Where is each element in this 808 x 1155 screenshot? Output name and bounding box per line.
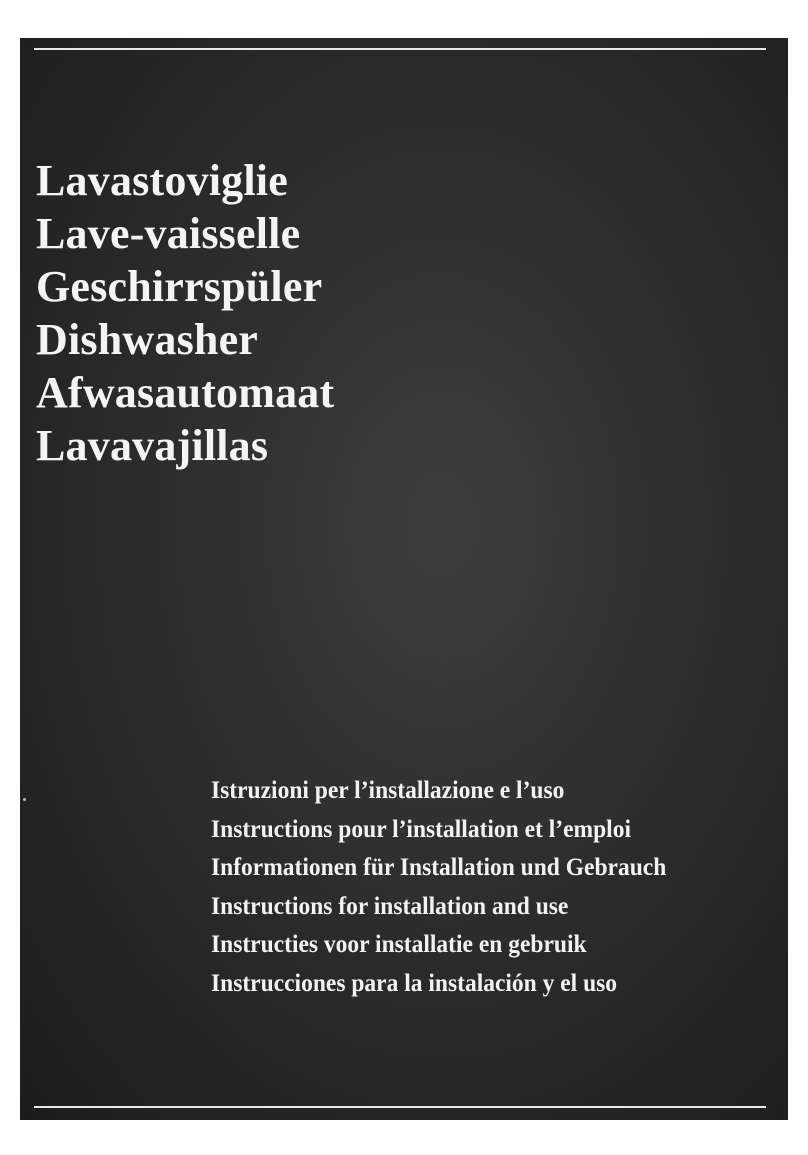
instructions-dutch: Instructies voor installatie en gebruik (211, 931, 587, 958)
instructions-italian: Istruzioni per l’installazione e l’uso (211, 777, 565, 804)
top-rule (34, 48, 766, 50)
title-french: Lave-vaisselle (36, 209, 301, 258)
title-dutch: Afwasautomaat (36, 368, 335, 417)
instructions-list (211, 772, 695, 1003)
title-spanish: Lavavajillas (36, 421, 269, 470)
title-italian: Lavastoviglie (36, 156, 288, 205)
bottom-rule (34, 1106, 766, 1108)
instructions-french: Instructions pour l’installation et l’emploi (211, 815, 631, 843)
instructions-english: Instructions for installation and use (211, 892, 569, 920)
title-english: Dishwasher (36, 315, 259, 364)
title-german: Geschirrspüler (36, 262, 323, 311)
instructions-german: Informationen für Installation und Gebrauch (211, 854, 667, 881)
print-speck (23, 798, 26, 801)
cover-page (20, 38, 788, 1120)
instructions-spanish: Instrucciones para la instalación y el uso (211, 969, 618, 997)
product-title-list (36, 154, 334, 472)
